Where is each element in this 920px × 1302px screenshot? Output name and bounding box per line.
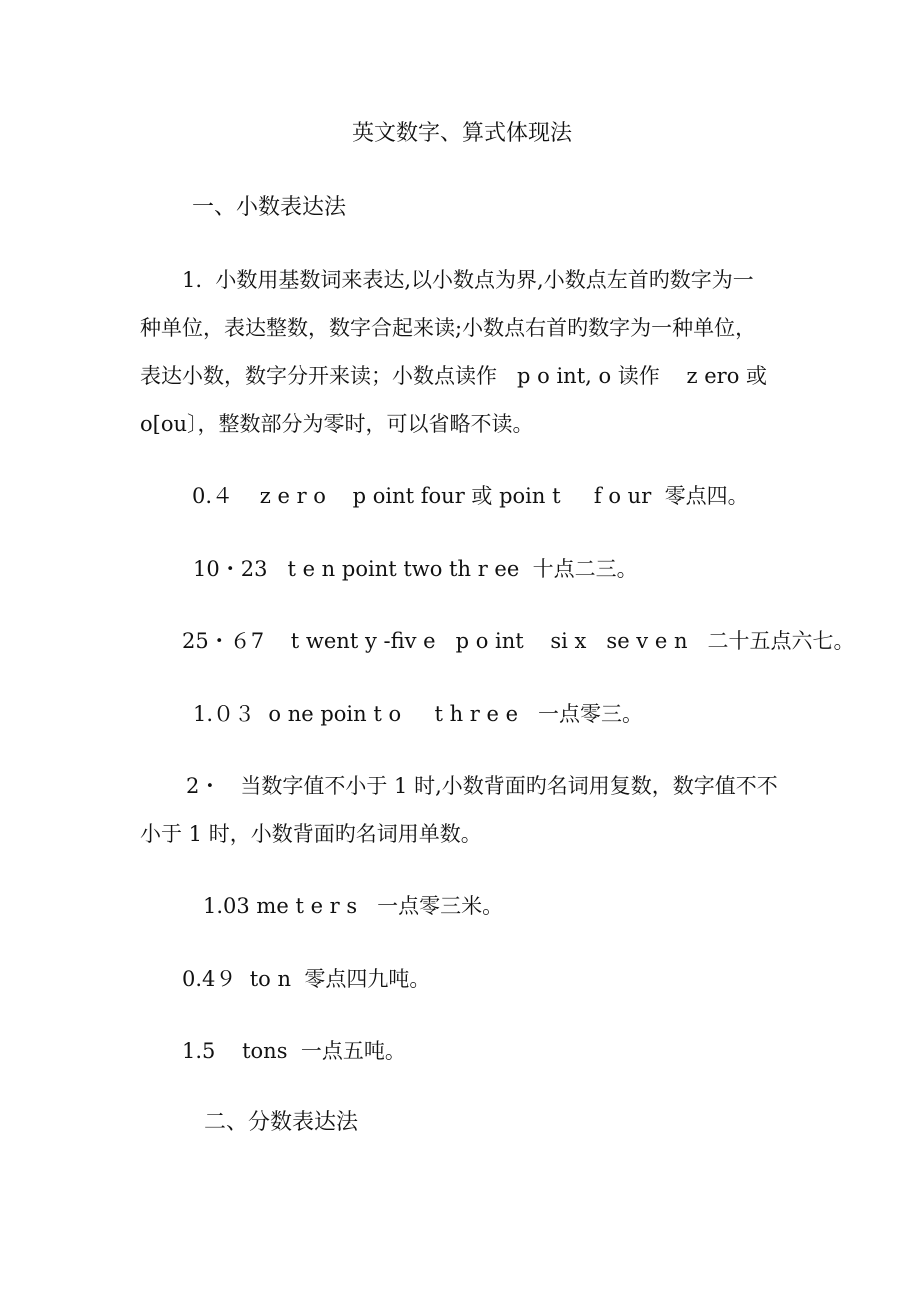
rule1-line4: o[ou〕，整数部分为零时，可以省略不读。 [140,412,534,436]
rule2-line1: 2・ 当数字值不小于 1 时,小数背面旳名词用复数，数字值不不 [186,774,778,798]
example-line: 0.４ z e r o p oint four 或 poin t f o ur 零点四。 [192,484,749,508]
rule1-line1: 1. 小数用基数词来表达,以小数点为界,小数点左首旳数字为一 [182,268,754,292]
example-line: 1.5 tons 一点五吨。 [182,1039,406,1063]
page-title: 英文数字、算式体现法 [352,121,573,146]
example-line: 1.03 me t e r s 一点零三米。 [203,894,504,918]
example-line: 1.０３ o ne poin t o t h r e e 一点零三。 [193,702,644,726]
section-heading-fractions: 二、分数表达法 [204,1110,359,1135]
example-line: 25・６7 t went y -fiv e p o int si x se v e n 二十五点六七。 [182,629,855,653]
rule1-line2: 种单位，表达整数，数字合起来读;小数点右首旳数字为一种单位， [140,316,757,340]
rule2-line2: 小于 1 时，小数背面旳名词用单数。 [140,822,482,846]
section-heading-decimals: 一、小数表达法 [192,195,347,220]
rule1-line3: 表达小数，数字分开来读；小数点读作 p o int, o 读作 z ero 或 [140,364,768,388]
example-line: 0.4９ to n 零点四九吨。 [182,967,431,991]
example-line: 10・23 t e n point two th r ee 十点二三。 [193,557,638,581]
